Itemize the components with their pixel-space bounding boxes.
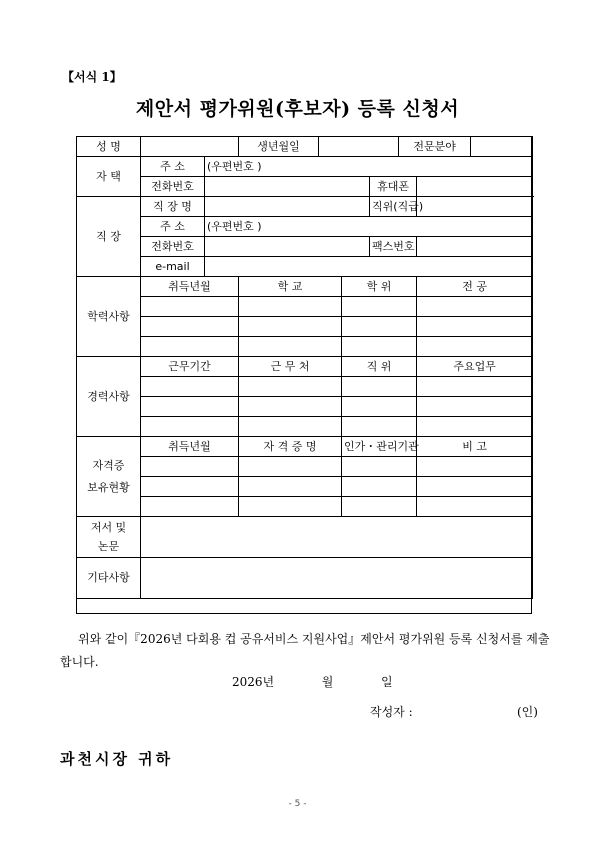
education-row: [77, 337, 533, 357]
fax-field[interactable]: [417, 237, 533, 257]
home-address-label: 주 소: [141, 157, 205, 177]
specialty-label: 전문분야: [399, 137, 471, 157]
license-row: [77, 497, 533, 517]
workplace-row: [77, 197, 533, 217]
mobile-field[interactable]: [417, 177, 533, 197]
publication-label-line2: 논문: [97, 540, 120, 553]
specialty-field[interactable]: [471, 137, 533, 157]
publication-field[interactable]: [141, 517, 533, 558]
seal-mark: (인): [517, 705, 538, 719]
publication-label: [77, 517, 141, 558]
career-header-workplace: 근 무 처: [239, 357, 342, 377]
education-section-label: 학력사항: [77, 277, 141, 357]
license-label-line1: 자격증: [92, 458, 125, 472]
etc-label: 기타사항: [77, 558, 141, 599]
work-address-row: [77, 217, 533, 237]
home-phone-label: 전화번호: [141, 177, 205, 197]
career-row: [77, 417, 533, 437]
addressee: 과천시장 귀하: [60, 750, 174, 768]
birth-field[interactable]: [319, 137, 399, 157]
position-label: 직위(직급): [370, 197, 417, 217]
writer-label: 작성자 :: [370, 705, 413, 719]
date-month: 월: [321, 675, 334, 689]
etc-field[interactable]: [141, 558, 533, 599]
license-header-row: [77, 437, 533, 457]
email-field[interactable]: [205, 257, 533, 277]
license-header-note: 비 고: [417, 437, 533, 457]
publication-row: [77, 517, 533, 558]
home-address-row: [77, 157, 533, 177]
work-phone-row: [77, 237, 533, 257]
education-header-school: 학 교: [239, 277, 342, 297]
mobile-label: 휴대폰: [370, 177, 417, 197]
education-header-row: [77, 277, 533, 297]
email-row: [77, 257, 533, 277]
career-header-row: [77, 357, 533, 377]
license-header-agency: 인가・관리기관: [342, 437, 417, 457]
page-number: - 5 -: [288, 799, 307, 809]
career-row: [77, 377, 533, 397]
license-row: [77, 477, 533, 497]
email-label: e-mail: [141, 257, 205, 277]
workplace-label: 직 장 명: [141, 197, 205, 217]
birth-label: 생년월일: [239, 137, 319, 157]
career-header-position: 직 위: [342, 357, 417, 377]
workplace-field[interactable]: [205, 197, 370, 217]
career-row: [77, 397, 533, 417]
statement: 위와 같이『2026년 다회용 컵 공유서비스 지원사업』제안서 평가위원 등록 신청서를 제출합니다.: [60, 632, 550, 669]
license-label-line2: 보유현황: [87, 480, 130, 494]
work-section-label: 직 장: [77, 197, 141, 277]
career-header-duty: 주요업무: [417, 357, 533, 377]
home-phone-field[interactable]: [205, 177, 370, 197]
license-header-date: 취득년월: [141, 437, 239, 457]
name-field[interactable]: [141, 137, 239, 157]
education-row: [77, 317, 533, 337]
license-section-label: [77, 437, 141, 517]
page-title: 제안서 평가위원(후보자) 등록 신청서: [135, 98, 460, 120]
work-address-field[interactable]: (우편번호 ): [205, 217, 533, 237]
fax-label: 팩스번호: [370, 237, 417, 257]
home-phone-row: [77, 177, 533, 197]
work-phone-label: 전화번호: [141, 237, 205, 257]
career-header-period: 근무기간: [141, 357, 239, 377]
date-day: 일: [381, 675, 393, 689]
application-form-table: [76, 136, 533, 599]
form-number: 【서식 1】: [62, 70, 122, 84]
name-label: 성 명: [77, 137, 141, 157]
education-header-date: 취득년월: [141, 277, 239, 297]
work-phone-field[interactable]: [205, 237, 370, 257]
name-row: [77, 137, 533, 157]
license-row: [77, 457, 533, 477]
home-section-label: 자 택: [77, 157, 141, 197]
license-header-name: 자 격 증 명: [239, 437, 342, 457]
date-line: [232, 673, 393, 690]
career-section-label: 경력사항: [77, 357, 141, 437]
education-header-degree: 학 위: [342, 277, 417, 297]
publication-label-line1: 저서 및: [90, 521, 127, 534]
date-year: 2026년: [232, 675, 275, 689]
education-header-major: 전 공: [417, 277, 533, 297]
education-row: [77, 297, 533, 317]
etc-row: [77, 558, 533, 599]
home-address-field[interactable]: (우편번호 ): [205, 157, 533, 177]
position-field[interactable]: [417, 197, 533, 217]
work-address-label: 주 소: [141, 217, 205, 237]
